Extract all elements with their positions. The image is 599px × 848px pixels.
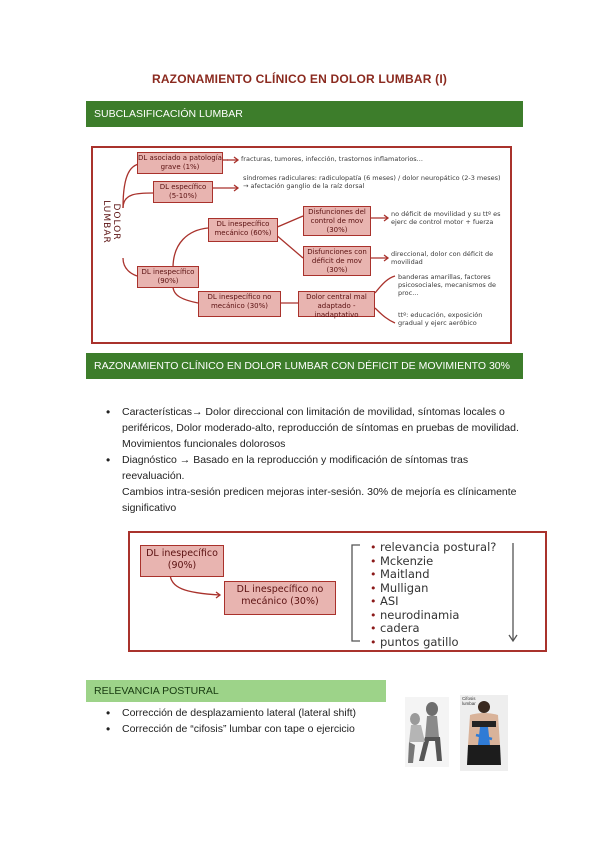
box-dl-mecanico: DL inespecífico mecánico (60%) [208,218,278,242]
note-central-a: banderas amarillas, factores psicosociales, mecanismos de proc... [398,273,497,297]
treatment-item: • puntos gatillo [370,636,496,650]
box2-dl-no-mecanico: DL inespecífico no mecánico (30%) [224,581,336,615]
note-grave: fracturas, tumores, infección, trastornos inflamatorios... [241,155,423,163]
photo-cifosis-tape [460,695,508,771]
bullet-diagnostico [104,452,524,516]
treatment-item: • Mulligan [370,582,496,596]
section-heading-subclasificacion: SUBCLASIFICACIÓN LUMBAR [86,101,523,127]
treatment-item: • Mckenzie [370,555,496,569]
treatment-list [370,541,496,649]
note-disfunc-control: no déficit de movilidad y su ttº es ejerc de control motor + fuerza [391,210,501,226]
note-central-b: ttº: educación, exposición gradual y ejerc aeróbico [398,311,483,327]
box-dl-grave: DL asociado a patología grave (1%) [137,152,223,174]
treatment-item: • neurodinamia [370,609,496,623]
box-disfunc-control: Disfunciones del control de mov (30%) [303,206,371,236]
deficit-bullets [104,404,524,516]
photo-caption: Cifosis lumbar [462,696,476,706]
diagnostico-line1: • Diagnóstico → Basado en la reproducción y modificación de síntomas tras reevaluación. [122,454,469,482]
box-dl-no-mecanico: DL inespecífico no mecánico (30%) [198,291,281,317]
treatment-item: • relevancia postural? [370,541,496,555]
treatment-item: • ASI [370,595,496,609]
treatment-item: • cadera [370,622,496,636]
bullet-cifosis: • Corrección de “cifosis” lumbar con tape o ejercicio [104,721,394,737]
page-title: RAZONAMIENTO CLÍNICO EN DOLOR LUMBAR (I) [151,72,448,86]
box2-dl-inespecifico: DL inespecífico (90%) [140,545,224,577]
treatment-item: • Maitland [370,568,496,582]
postural-bullets [104,705,394,737]
side-label-dolor-lumbar: DOLOR LUMBAR [101,200,121,244]
bullet-lateral-shift: • Corrección de desplazamiento lateral (lateral shift) [104,705,394,721]
section-heading-razonamiento-deficit: RAZONAMIENTO CLÍNICO EN DOLOR LUMBAR CON DÉFICIT DE MOVIMIENTO 30% [86,353,523,379]
cifosis-tape-illustration [460,695,508,771]
box-dl-especifico: DL específico (5-10%) [153,181,213,203]
section-heading-relevancia-postural: RELEVANCIA POSTURAL [86,680,386,702]
photo-lateral-shift [405,697,449,767]
lateral-shift-illustration [405,697,449,767]
box-dolor-central: Dolor central mal adaptado - inadaptativo [298,291,375,317]
subclassification-diagram [91,146,512,344]
diagnostico-line2: Cambios intra-sesión predicen mejoras inter-sesión. 30% de mejoría es clínicamente significativo [122,486,517,514]
bullet-caracteristicas: • Características→ Dolor direccional con limitación de movilidad, síntomas locales o periféricos, Dolor moderado-alto, reproducción de síntomas en pruebas de movilidad. Movimientos funcionales dolorosos [104,404,524,452]
note-disfunc-deficit: direccional, dolor con déficit de movilidad [391,250,494,266]
box-dl-inespecifico: DL inespecífico (90%) [137,266,199,288]
box-disfunc-deficit: Disfunciones con déficit de mov (30%) [303,246,371,276]
note-especifico: síndromes radiculares: radiculopatía (6 meses) / dolor neuropático (2-3 meses) → afectación ganglio de la raíz dorsal [243,174,501,190]
